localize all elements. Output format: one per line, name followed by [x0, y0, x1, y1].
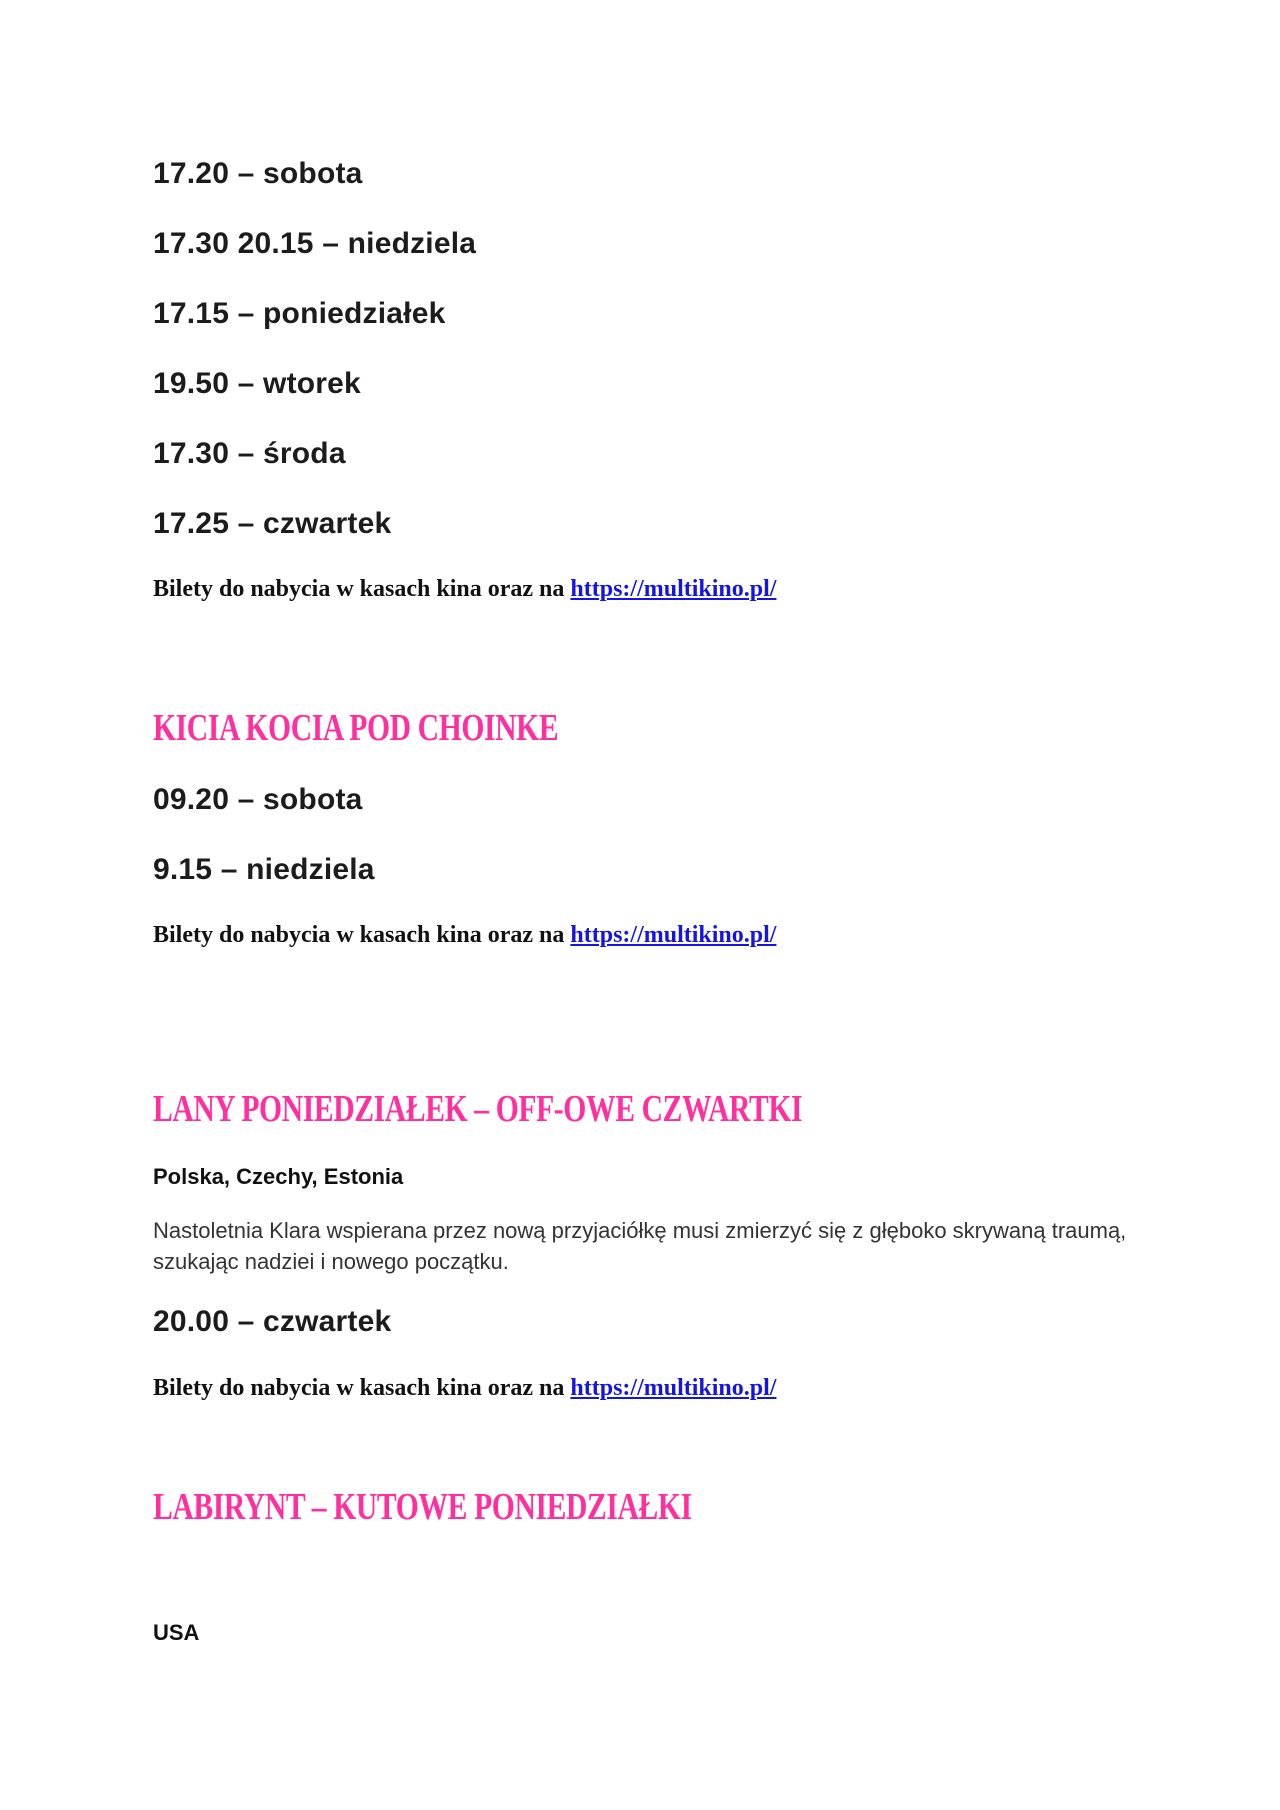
- showtime: 19.50 – wtorek: [153, 367, 361, 400]
- multikino-link[interactable]: https://multikino.pl/: [570, 922, 777, 948]
- showtime: 17.20 – sobota: [153, 157, 363, 190]
- tickets-text: Bilety do nabycia w kasach kina oraz na: [153, 576, 571, 602]
- tickets-info: [153, 576, 776, 603]
- showtime: 9.15 – niedziela: [153, 853, 375, 886]
- tickets-info: [153, 1375, 776, 1402]
- production-countries: Polska, Czechy, Estonia: [153, 1164, 404, 1189]
- tickets-text: Bilety do nabycia w kasach kina oraz na: [153, 1375, 571, 1401]
- showtime: 09.20 – sobota: [153, 783, 363, 816]
- movie-title: LABIRYNT – KUTOWE PONIEDZIAŁKI: [153, 1486, 692, 1528]
- tickets-text: Bilety do nabycia w kasach kina oraz na: [153, 922, 571, 948]
- movie-title: KICIA KOCIA POD CHOINKE: [153, 707, 559, 749]
- tickets-info: [153, 922, 776, 949]
- movie-description: Nastoletnia Klara wspierana przez nową przyjaciółkę musi zmierzyć się z głęboko skrywaną traumą, szukając nadziei i nowego początku.: [153, 1218, 1127, 1274]
- multikino-link[interactable]: https://multikino.pl/: [570, 576, 777, 602]
- showtime: 17.25 – czwartek: [153, 507, 392, 540]
- showtime: 20.00 – czwartek: [153, 1305, 392, 1338]
- showtime: 17.30 20.15 – niedziela: [153, 227, 477, 260]
- movie-title: LANY PONIEDZIAŁEK – OFF-OWE CZWARTKI: [153, 1088, 803, 1130]
- production-countries: USA: [153, 1620, 200, 1645]
- showtime: 17.30 – środa: [153, 437, 346, 470]
- multikino-link[interactable]: https://multikino.pl/: [570, 1375, 777, 1401]
- showtime: 17.15 – poniedziałek: [153, 297, 446, 330]
